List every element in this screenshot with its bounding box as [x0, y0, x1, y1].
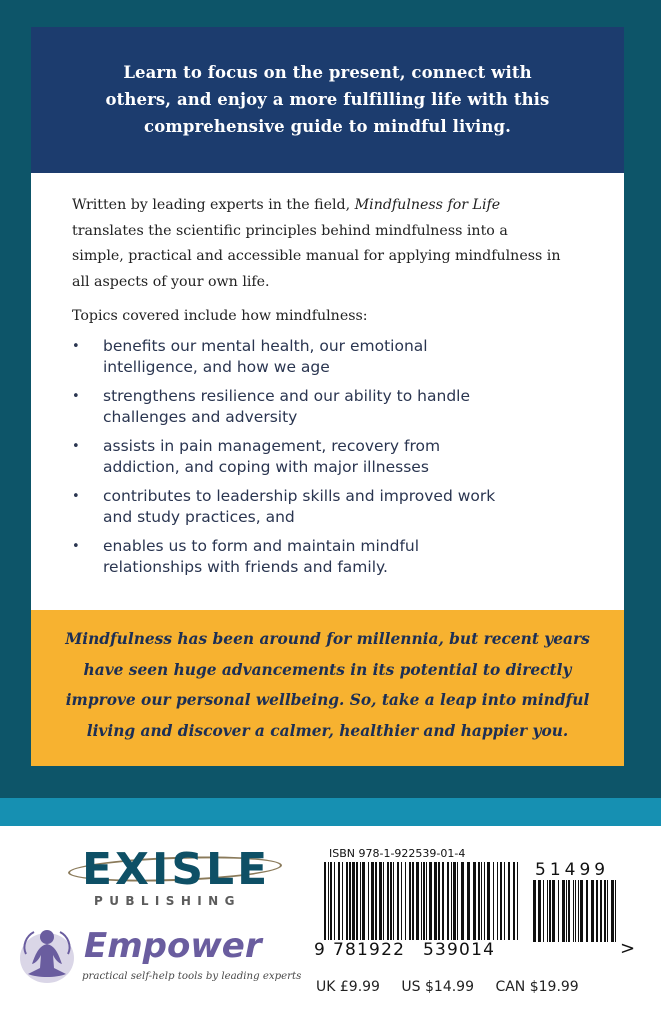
price-list: [316, 979, 596, 995]
barcode-bar: [383, 862, 384, 940]
barcode-bar: [342, 862, 343, 940]
barcode-bar: [517, 862, 518, 940]
barcode-bar: [578, 880, 579, 942]
list-item-text: and study practices, and: [103, 508, 295, 526]
bullet-icon: •: [72, 539, 80, 554]
barcode-bar: [338, 862, 340, 940]
barcode-bar: [457, 862, 458, 940]
cover-stripe: [0, 798, 661, 826]
bullet-icon: •: [72, 489, 80, 504]
barcode-bar: [604, 880, 606, 942]
barcode-bar: [409, 862, 411, 940]
intro-paragraph: [72, 193, 588, 295]
barcode-addon-number: 51499: [535, 860, 610, 880]
intro-line: all aspects of your own life.: [72, 273, 270, 290]
barcode-bar: [591, 880, 594, 942]
barcode-bar: [543, 880, 544, 942]
barcode-bar: [379, 862, 382, 940]
barcode-bar: [334, 862, 335, 940]
barcode-bar: [451, 862, 452, 940]
barcode-bar: [426, 862, 427, 940]
barcode-bar: [447, 862, 449, 940]
list-item-text: challenges and adversity: [103, 408, 298, 426]
barcode-bar: [453, 862, 456, 940]
barcode-bar: [467, 862, 470, 940]
barcode-bar: [423, 862, 425, 940]
publisher-logo: [74, 845, 274, 915]
imprint-tagline: practical self-help tools by leading experts: [82, 971, 302, 982]
barcode-bar: [549, 880, 551, 942]
barcode-bar: [375, 862, 377, 940]
barcode-bar: [356, 862, 358, 940]
list-item-text: assists in pain management, recovery from: [103, 437, 441, 455]
barcode-bar: [416, 862, 419, 940]
headline-panel: [31, 27, 624, 173]
closing-line: have seen huge advancements in its potential to directly: [83, 660, 572, 679]
barcode-bar: [328, 862, 329, 940]
barcode-bar: [481, 862, 482, 940]
isbn-text: ISBN 978-1-922539-01-4: [329, 847, 466, 860]
barcode-bar: [568, 880, 570, 942]
list-item: [72, 486, 588, 528]
barcode-bar: [504, 862, 505, 940]
list-item-text: benefits our mental health, our emotional: [103, 337, 428, 355]
book-title: Mindfulness for Life: [354, 197, 501, 213]
publisher-sub: PUBLISHING: [94, 894, 241, 908]
headline-line: Learn to focus on the present, connect with: [123, 63, 532, 82]
barcode-bar: [405, 862, 406, 940]
list-item-text: relationships with friends and family.: [103, 558, 388, 576]
closing-line: living and discover a calmer, healthier and happier you.: [86, 721, 569, 740]
barcode-bar: [429, 862, 432, 940]
publisher-name: EXISLE: [82, 844, 271, 895]
bullet-icon: •: [72, 439, 80, 454]
barcode-bar: [575, 880, 576, 942]
list-item-text: contributes to leadership skills and improved work: [103, 487, 496, 505]
list-item: [72, 336, 588, 378]
list-item-text: intelligence, and how we age: [103, 358, 330, 376]
barcode-bar: [573, 880, 574, 942]
barcode-bar: [387, 862, 389, 940]
barcode-main: [324, 862, 519, 942]
topics-list: [72, 336, 588, 578]
list-item-text: enables us to form and maintain mindful: [103, 537, 420, 555]
intro-line: [72, 193, 588, 219]
barcode-bar: [324, 862, 326, 940]
intro-line: simple, practical and accessible manual for applying mindfulness in: [72, 248, 561, 264]
barcode-bar: [401, 862, 402, 940]
headline-line: comprehensive guide to mindful living.: [144, 117, 511, 136]
barcode-bar: [500, 862, 502, 940]
barcode-bar: [442, 862, 444, 940]
barcode-arrow: >: [620, 938, 636, 959]
barcode-bar: [596, 880, 598, 942]
barcode-first-digit: 9: [314, 940, 325, 960]
barcode-bar: [497, 862, 498, 940]
list-item: [72, 436, 588, 478]
barcode-bar: [580, 880, 583, 942]
barcode-bar: [600, 880, 602, 942]
barcode-bar: [611, 880, 614, 942]
imprint-name: Empower: [84, 926, 262, 966]
barcode-bar: [434, 862, 437, 940]
price-uk: UK £9.99: [316, 979, 380, 995]
barcode-bar: [412, 862, 414, 940]
barcode-bar: [346, 862, 348, 940]
intro-text: Written by leading experts in the field,: [72, 197, 355, 213]
barcode-digits-right: 539014: [423, 940, 496, 960]
closing-line: improve our personal wellbeing. So, take a leap into mindful: [65, 691, 590, 709]
barcode-bar: [360, 862, 361, 940]
list-item: [72, 536, 588, 578]
barcode-bar: [586, 880, 588, 942]
barcode-bar: [397, 862, 399, 940]
barcode-bar: [513, 862, 515, 940]
barcode-bar: [484, 862, 485, 940]
barcode-bar: [368, 862, 369, 940]
description-panel: [31, 173, 624, 610]
barcode-bar: [508, 862, 510, 940]
bullet-icon: •: [72, 339, 80, 354]
barcode-addon: [533, 880, 616, 942]
barcode-bar: [547, 880, 548, 942]
barcode-bar: [558, 880, 559, 942]
barcode-bar: [487, 862, 490, 940]
barcode-bar: [352, 862, 355, 940]
barcode-bar: [390, 862, 392, 940]
price-us: US $14.99: [401, 979, 474, 995]
barcode-bar: [330, 862, 332, 940]
list-item-text: addiction, and coping with major illnesses: [103, 458, 429, 476]
barcode-bar: [615, 880, 616, 942]
topics-heading: Topics covered include how mindfulness:: [72, 308, 368, 324]
barcode-bar: [349, 862, 351, 940]
list-item-text: strengthens resilience and our ability to handle: [103, 387, 470, 405]
barcode-bar: [493, 862, 494, 940]
barcode-bar: [607, 880, 608, 942]
closing-panel: [31, 610, 624, 766]
price-can: CAN $19.99: [495, 979, 579, 995]
barcode-bar: [552, 880, 555, 942]
barcode-bar: [461, 862, 464, 940]
closing-line: Mindfulness has been around for millennia, but recent years: [65, 630, 590, 648]
barcode-bar: [566, 880, 567, 942]
barcode-bar: [533, 880, 536, 942]
barcode-bar: [538, 880, 541, 942]
barcode-digits-left: 781922: [333, 940, 406, 960]
barcode-bar: [473, 862, 476, 940]
intro-line: translates the scientific principles behind mindfulness into a: [72, 222, 508, 239]
headline-line: others, and enjoy a more fulfilling life with this: [105, 90, 550, 109]
barcode-bar: [371, 862, 374, 940]
barcode-bar: [478, 862, 480, 940]
barcode-bar: [362, 862, 365, 940]
bullet-icon: •: [72, 389, 80, 404]
meditating-figure-icon: [18, 924, 76, 984]
barcode-bar: [438, 862, 440, 940]
barcode-bar: [562, 880, 565, 942]
barcode-bar: [421, 862, 422, 940]
list-item: [72, 386, 588, 428]
barcode-bar: [393, 862, 394, 940]
